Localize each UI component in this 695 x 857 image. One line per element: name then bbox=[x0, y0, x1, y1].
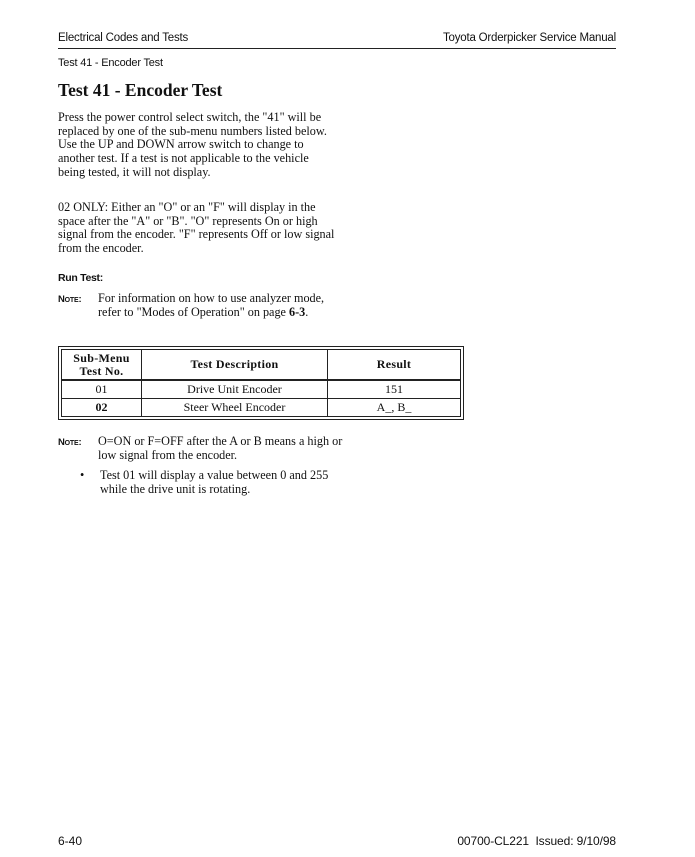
cell-description: Steer Wheel Encoder bbox=[142, 399, 328, 417]
note-text bbox=[98, 292, 348, 319]
page-reference: 6-3 bbox=[289, 304, 306, 319]
test-02-paragraph: 02 ONLY: Either an "O" or an "F" will display in the space after the "A" or "B". "O" represents On or high signal from the encoder. "F" represents Off or low signal from the encoder. bbox=[58, 200, 335, 256]
column-header-test-no: Sub-Menu Test No. bbox=[62, 350, 142, 381]
note-label: Note: bbox=[58, 294, 82, 305]
header-rule bbox=[58, 48, 616, 49]
run-test-heading: Run Test: bbox=[58, 272, 103, 284]
column-header-description: Test Description bbox=[142, 350, 328, 381]
header-manual-title: Toyota Orderpicker Service Manual bbox=[442, 32, 616, 44]
header-section-title: Electrical Codes and Tests bbox=[58, 32, 189, 44]
cell-result: 151 bbox=[328, 380, 461, 399]
cell-description: Drive Unit Encoder bbox=[142, 380, 328, 399]
table-row bbox=[62, 399, 461, 417]
note-text-end: . bbox=[305, 304, 309, 319]
cell-test-no: 01 bbox=[62, 380, 142, 399]
bullet-item bbox=[80, 469, 340, 496]
bullet-text: Test 01 will display a value between 0 and 255 while the drive unit is rotating. bbox=[100, 468, 329, 496]
breadcrumb: Test 41 - Encoder Test bbox=[58, 57, 163, 69]
note-label: Note: bbox=[58, 437, 82, 448]
results-table-frame bbox=[58, 346, 464, 420]
note-analyzer-mode bbox=[58, 292, 348, 319]
intro-paragraph: Press the power control select switch, the "41" will be replaced by one of the sub-menu numbers listed below. Use the UP and DOWN arrow switch to change to another test. If a test is not applicable to the vehicle being tested, it will not display. bbox=[58, 110, 327, 179]
bullet-dot-icon: • bbox=[80, 468, 85, 482]
page-number: 6-40 bbox=[58, 834, 83, 848]
note-text: O=ON or F=OFF after the A or B means a high or low signal from the encoder. bbox=[98, 434, 343, 462]
note-signal-meaning bbox=[58, 435, 358, 462]
cell-test-no: 02 bbox=[62, 399, 142, 417]
cell-result: A_, B_ bbox=[328, 399, 461, 417]
results-table bbox=[61, 349, 461, 417]
column-header-result: Result bbox=[328, 350, 461, 381]
note-text-main: For information on how to use analyzer mode, refer to "Modes of Operation" on page bbox=[98, 291, 325, 319]
document-issue-info: 00700-CL221 Issued: 9/10/98 bbox=[457, 834, 616, 848]
page-title: Test 41 - Encoder Test bbox=[58, 80, 223, 100]
table-row bbox=[62, 380, 461, 399]
table-header-row bbox=[62, 350, 461, 381]
